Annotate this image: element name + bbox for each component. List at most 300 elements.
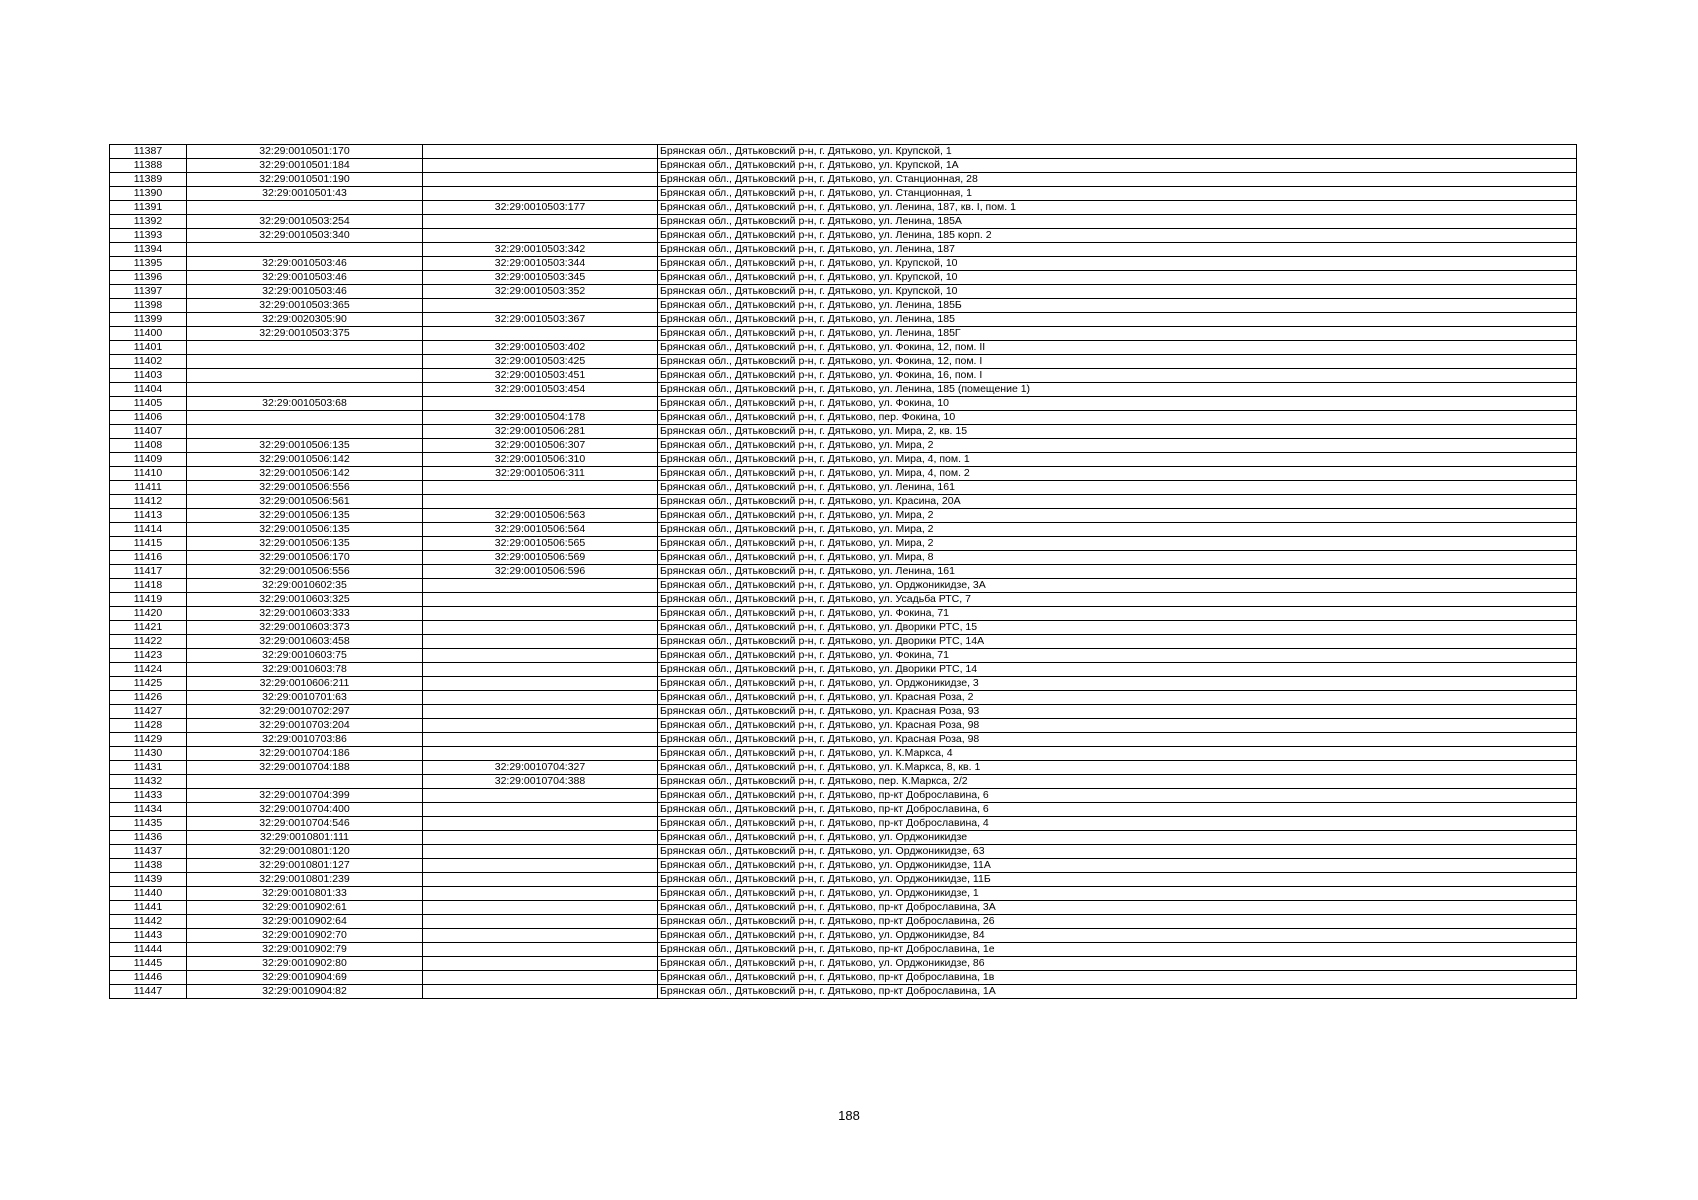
address-cell: Брянская обл., Дятьковский р-н, г. Дятьково, ул. Дворики РТС, 15: [658, 621, 1577, 635]
table-row: [110, 957, 1577, 971]
address-cell: Брянская обл., Дятьковский р-н, г. Дятьково, пр-кт Доброславина, 6: [658, 789, 1577, 803]
address-cell: Брянская обл., Дятьковский р-н, г. Дятьково, ул. Орджоникидзе, 86: [658, 957, 1577, 971]
address-cell: Брянская обл., Дятьковский р-н, г. Дятьково, ул. Крупской, 10: [658, 271, 1577, 285]
row-number-cell: 11418: [110, 579, 187, 593]
address-cell: Брянская обл., Дятьковский р-н, г. Дятьково, ул. Ленина, 187: [658, 243, 1577, 257]
row-number-cell: 11390: [110, 187, 187, 201]
address-cell: Брянская обл., Дятьковский р-н, г. Дятьково, пр-кт Доброславина, 26: [658, 915, 1577, 929]
object-cadastral-number-cell: [423, 187, 658, 201]
address-cell: Брянская обл., Дятьковский р-н, г. Дятьково, ул. Орджоникидзе, 3А: [658, 579, 1577, 593]
table-row: [110, 299, 1577, 313]
address-cell: Брянская обл., Дятьковский р-н, г. Дятьково, ул. Ленина, 185А: [658, 215, 1577, 229]
table-row: [110, 215, 1577, 229]
address-cell: Брянская обл., Дятьковский р-н, г. Дятьково, ул. Дворики РТС, 14: [658, 663, 1577, 677]
table-row: [110, 383, 1577, 397]
row-number-cell: 11387: [110, 145, 187, 159]
address-cell: Брянская обл., Дятьковский р-н, г. Дятьково, ул. Красная Роза, 2: [658, 691, 1577, 705]
parcel-cadastral-number-cell: 32:29:0010606:211: [187, 677, 423, 691]
parcel-cadastral-number-cell: 32:29:0010904:82: [187, 985, 423, 999]
object-cadastral-number-cell: [423, 817, 658, 831]
table-row: [110, 537, 1577, 551]
row-number-cell: 11389: [110, 173, 187, 187]
row-number-cell: 11417: [110, 565, 187, 579]
row-number-cell: 11402: [110, 355, 187, 369]
table-row: [110, 831, 1577, 845]
object-cadastral-number-cell: [423, 901, 658, 915]
table-row: [110, 355, 1577, 369]
row-number-cell: 11413: [110, 509, 187, 523]
address-cell: Брянская обл., Дятьковский р-н, г. Дятьково, пр-кт Доброславина, 1А: [658, 985, 1577, 999]
table-row: [110, 705, 1577, 719]
object-cadastral-number-cell: [423, 929, 658, 943]
object-cadastral-number-cell: [423, 733, 658, 747]
table-row: [110, 915, 1577, 929]
table-row: [110, 789, 1577, 803]
row-number-cell: 11394: [110, 243, 187, 257]
object-cadastral-number-cell: [423, 173, 658, 187]
parcel-cadastral-number-cell: 32:29:0010603:373: [187, 621, 423, 635]
parcel-cadastral-number-cell: 32:29:0010701:63: [187, 691, 423, 705]
row-number-cell: 11407: [110, 425, 187, 439]
parcel-cadastral-number-cell: 32:29:0010506:135: [187, 537, 423, 551]
address-cell: Брянская обл., Дятьковский р-н, г. Дятьково, ул. Фокина, 12, пом. II: [658, 341, 1577, 355]
address-cell: Брянская обл., Дятьковский р-н, г. Дятьково, ул. Орджоникидзе, 3: [658, 677, 1577, 691]
parcel-cadastral-number-cell: 32:29:0010501:170: [187, 145, 423, 159]
object-cadastral-number-cell: 32:29:0010504:178: [423, 411, 658, 425]
object-cadastral-number-cell: 32:29:0010506:307: [423, 439, 658, 453]
row-number-cell: 11435: [110, 817, 187, 831]
object-cadastral-number-cell: 32:29:0010506:596: [423, 565, 658, 579]
row-number-cell: 11393: [110, 229, 187, 243]
table-row: [110, 439, 1577, 453]
object-cadastral-number-cell: 32:29:0010503:352: [423, 285, 658, 299]
row-number-cell: 11397: [110, 285, 187, 299]
parcel-cadastral-number-cell: 32:29:0010501:184: [187, 159, 423, 173]
address-cell: Брянская обл., Дятьковский р-н, г. Дятьково, ул. Мира, 2, кв. 15: [658, 425, 1577, 439]
object-cadastral-number-cell: [423, 299, 658, 313]
address-cell: Брянская обл., Дятьковский р-н, г. Дятьково, ул. Мира, 8: [658, 551, 1577, 565]
row-number-cell: 11425: [110, 677, 187, 691]
address-cell: Брянская обл., Дятьковский р-н, г. Дятьково, ул. Крупской, 10: [658, 285, 1577, 299]
object-cadastral-number-cell: 32:29:0010506:310: [423, 453, 658, 467]
address-cell: Брянская обл., Дятьковский р-н, г. Дятьково, ул. Орджоникидзе, 11А: [658, 859, 1577, 873]
parcel-cadastral-number-cell: 32:29:0010506:556: [187, 481, 423, 495]
object-cadastral-number-cell: [423, 789, 658, 803]
row-number-cell: 11411: [110, 481, 187, 495]
table-row: [110, 551, 1577, 565]
table-row: [110, 565, 1577, 579]
parcel-cadastral-number-cell: 32:29:0010503:375: [187, 327, 423, 341]
object-cadastral-number-cell: [423, 229, 658, 243]
parcel-cadastral-number-cell: [187, 775, 423, 789]
row-number-cell: 11404: [110, 383, 187, 397]
row-number-cell: 11437: [110, 845, 187, 859]
table-row: [110, 677, 1577, 691]
parcel-cadastral-number-cell: 32:29:0010702:297: [187, 705, 423, 719]
table-row: [110, 257, 1577, 271]
object-cadastral-number-cell: [423, 481, 658, 495]
parcel-cadastral-number-cell: 32:29:0010501:190: [187, 173, 423, 187]
table-row: [110, 803, 1577, 817]
row-number-cell: 11399: [110, 313, 187, 327]
row-number-cell: 11396: [110, 271, 187, 285]
address-cell: Брянская обл., Дятьковский р-н, г. Дятьково, ул. Ленина, 161: [658, 565, 1577, 579]
address-cell: Брянская обл., Дятьковский р-н, г. Дятьково, ул. Орджоникидзе: [658, 831, 1577, 845]
table-row: [110, 887, 1577, 901]
parcel-cadastral-number-cell: 32:29:0010503:46: [187, 285, 423, 299]
parcel-cadastral-number-cell: 32:29:0010602:35: [187, 579, 423, 593]
table-row: [110, 425, 1577, 439]
table-row: [110, 691, 1577, 705]
object-cadastral-number-cell: 32:29:0010506:569: [423, 551, 658, 565]
object-cadastral-number-cell: [423, 159, 658, 173]
table-row: [110, 579, 1577, 593]
row-number-cell: 11443: [110, 929, 187, 943]
table-row: [110, 859, 1577, 873]
parcel-cadastral-number-cell: [187, 425, 423, 439]
object-cadastral-number-cell: 32:29:0010503:345: [423, 271, 658, 285]
row-number-cell: 11398: [110, 299, 187, 313]
row-number-cell: 11440: [110, 887, 187, 901]
parcel-cadastral-number-cell: 32:29:0010703:204: [187, 719, 423, 733]
parcel-cadastral-number-cell: 32:29:0010704:546: [187, 817, 423, 831]
object-cadastral-number-cell: [423, 663, 658, 677]
parcel-cadastral-number-cell: 32:29:0010801:33: [187, 887, 423, 901]
row-number-cell: 11391: [110, 201, 187, 215]
object-cadastral-number-cell: [423, 705, 658, 719]
registry-table: [109, 144, 1577, 999]
address-cell: Брянская обл., Дятьковский р-н, г. Дятьково, пер. Фокина, 10: [658, 411, 1577, 425]
object-cadastral-number-cell: 32:29:0010506:281: [423, 425, 658, 439]
parcel-cadastral-number-cell: 32:29:0010902:80: [187, 957, 423, 971]
parcel-cadastral-number-cell: 32:29:0010603:75: [187, 649, 423, 663]
row-number-cell: 11447: [110, 985, 187, 999]
object-cadastral-number-cell: 32:29:0010503:425: [423, 355, 658, 369]
address-cell: Брянская обл., Дятьковский р-н, г. Дятьково, ул. Ленина, 185: [658, 313, 1577, 327]
address-cell: Брянская обл., Дятьковский р-н, г. Дятьково, ул. Мира, 4, пом. 1: [658, 453, 1577, 467]
parcel-cadastral-number-cell: 32:29:0010503:365: [187, 299, 423, 313]
object-cadastral-number-cell: 32:29:0010503:454: [423, 383, 658, 397]
parcel-cadastral-number-cell: 32:29:0010506:142: [187, 467, 423, 481]
object-cadastral-number-cell: 32:29:0010506:564: [423, 523, 658, 537]
row-number-cell: 11432: [110, 775, 187, 789]
table-row: [110, 187, 1577, 201]
object-cadastral-number-cell: [423, 397, 658, 411]
object-cadastral-number-cell: 32:29:0010503:451: [423, 369, 658, 383]
object-cadastral-number-cell: [423, 859, 658, 873]
row-number-cell: 11430: [110, 747, 187, 761]
parcel-cadastral-number-cell: 32:29:0010506:135: [187, 509, 423, 523]
parcel-cadastral-number-cell: 32:29:0010902:79: [187, 943, 423, 957]
parcel-cadastral-number-cell: 32:29:0010506:561: [187, 495, 423, 509]
address-cell: Брянская обл., Дятьковский р-н, г. Дятьково, ул. Красина, 20А: [658, 495, 1577, 509]
object-cadastral-number-cell: [423, 915, 658, 929]
object-cadastral-number-cell: [423, 691, 658, 705]
table-row: [110, 649, 1577, 663]
table-row: [110, 341, 1577, 355]
parcel-cadastral-number-cell: 32:29:0010902:64: [187, 915, 423, 929]
address-cell: Брянская обл., Дятьковский р-н, г. Дятьково, пр-кт Доброславина, 4: [658, 817, 1577, 831]
parcel-cadastral-number-cell: [187, 341, 423, 355]
object-cadastral-number-cell: 32:29:0010503:367: [423, 313, 658, 327]
table-row: [110, 621, 1577, 635]
row-number-cell: 11422: [110, 635, 187, 649]
table-row: [110, 243, 1577, 257]
table-row: [110, 271, 1577, 285]
address-cell: Брянская обл., Дятьковский р-н, г. Дятьково, ул. Мира, 2: [658, 439, 1577, 453]
table-row: [110, 201, 1577, 215]
table-row: [110, 817, 1577, 831]
address-cell: Брянская обл., Дятьковский р-н, г. Дятьково, ул. Крупской, 10: [658, 257, 1577, 271]
row-number-cell: 11392: [110, 215, 187, 229]
object-cadastral-number-cell: [423, 635, 658, 649]
object-cadastral-number-cell: 32:29:0010506:565: [423, 537, 658, 551]
address-cell: Брянская обл., Дятьковский р-н, г. Дятьково, ул. Мира, 2: [658, 509, 1577, 523]
row-number-cell: 11408: [110, 439, 187, 453]
row-number-cell: 11415: [110, 537, 187, 551]
row-number-cell: 11400: [110, 327, 187, 341]
table-row: [110, 733, 1577, 747]
row-number-cell: 11416: [110, 551, 187, 565]
object-cadastral-number-cell: [423, 579, 658, 593]
object-cadastral-number-cell: [423, 607, 658, 621]
table-row: [110, 411, 1577, 425]
table-row: [110, 159, 1577, 173]
row-number-cell: 11410: [110, 467, 187, 481]
table-row: [110, 663, 1577, 677]
parcel-cadastral-number-cell: 32:29:0010506:135: [187, 439, 423, 453]
table-row: [110, 929, 1577, 943]
parcel-cadastral-number-cell: 32:29:0020305:90: [187, 313, 423, 327]
row-number-cell: 11395: [110, 257, 187, 271]
object-cadastral-number-cell: 32:29:0010704:388: [423, 775, 658, 789]
parcel-cadastral-number-cell: 32:29:0010801:120: [187, 845, 423, 859]
parcel-cadastral-number-cell: 32:29:0010902:61: [187, 901, 423, 915]
parcel-cadastral-number-cell: 32:29:0010704:399: [187, 789, 423, 803]
object-cadastral-number-cell: [423, 971, 658, 985]
registry-table-body: [110, 145, 1577, 999]
table-row: [110, 523, 1577, 537]
table-row: [110, 145, 1577, 159]
table-row: [110, 635, 1577, 649]
parcel-cadastral-number-cell: 32:29:0010902:70: [187, 929, 423, 943]
address-cell: Брянская обл., Дятьковский р-н, г. Дятьково, ул. Дворики РТС, 14А: [658, 635, 1577, 649]
parcel-cadastral-number-cell: 32:29:0010703:86: [187, 733, 423, 747]
row-number-cell: 11429: [110, 733, 187, 747]
address-cell: Брянская обл., Дятьковский р-н, г. Дятьково, ул. Красная Роза, 93: [658, 705, 1577, 719]
row-number-cell: 11414: [110, 523, 187, 537]
object-cadastral-number-cell: 32:29:0010503:342: [423, 243, 658, 257]
parcel-cadastral-number-cell: 32:29:0010603:458: [187, 635, 423, 649]
row-number-cell: 11424: [110, 663, 187, 677]
address-cell: Брянская обл., Дятьковский р-н, г. Дятьково, ул. Станционная, 28: [658, 173, 1577, 187]
object-cadastral-number-cell: [423, 649, 658, 663]
address-cell: Брянская обл., Дятьковский р-н, г. Дятьково, ул. Орджоникидзе, 84: [658, 929, 1577, 943]
parcel-cadastral-number-cell: 32:29:0010704:400: [187, 803, 423, 817]
address-cell: Брянская обл., Дятьковский р-н, г. Дятьково, ул. Фокина, 10: [658, 397, 1577, 411]
table-row: [110, 481, 1577, 495]
object-cadastral-number-cell: [423, 215, 658, 229]
address-cell: Брянская обл., Дятьковский р-н, г. Дятьково, пр-кт Доброславина, 1в: [658, 971, 1577, 985]
address-cell: Брянская обл., Дятьковский р-н, г. Дятьково, ул. Мира, 2: [658, 537, 1577, 551]
address-cell: Брянская обл., Дятьковский р-н, г. Дятьково, ул. Ленина, 185Г: [658, 327, 1577, 341]
object-cadastral-number-cell: 32:29:0010503:177: [423, 201, 658, 215]
object-cadastral-number-cell: 32:29:0010503:402: [423, 341, 658, 355]
address-cell: Брянская обл., Дятьковский р-н, г. Дятьково, ул. Фокина, 71: [658, 607, 1577, 621]
object-cadastral-number-cell: [423, 719, 658, 733]
table-row: [110, 943, 1577, 957]
page-number: 188: [838, 1108, 860, 1123]
row-number-cell: 11426: [110, 691, 187, 705]
object-cadastral-number-cell: 32:29:0010506:311: [423, 467, 658, 481]
row-number-cell: 11423: [110, 649, 187, 663]
table-row: [110, 607, 1577, 621]
parcel-cadastral-number-cell: 32:29:0010603:78: [187, 663, 423, 677]
row-number-cell: 11445: [110, 957, 187, 971]
row-number-cell: 11433: [110, 789, 187, 803]
table-row: [110, 173, 1577, 187]
row-number-cell: 11444: [110, 943, 187, 957]
row-number-cell: 11446: [110, 971, 187, 985]
table-row: [110, 593, 1577, 607]
parcel-cadastral-number-cell: 32:29:0010801:111: [187, 831, 423, 845]
address-cell: Брянская обл., Дятьковский р-н, г. Дятьково, ул. К.Маркса, 4: [658, 747, 1577, 761]
object-cadastral-number-cell: [423, 677, 658, 691]
parcel-cadastral-number-cell: 32:29:0010801:127: [187, 859, 423, 873]
table-row: [110, 453, 1577, 467]
row-number-cell: 11405: [110, 397, 187, 411]
table-row: [110, 397, 1577, 411]
parcel-cadastral-number-cell: [187, 243, 423, 257]
row-number-cell: 11412: [110, 495, 187, 509]
object-cadastral-number-cell: [423, 943, 658, 957]
object-cadastral-number-cell: [423, 621, 658, 635]
object-cadastral-number-cell: [423, 495, 658, 509]
row-number-cell: 11438: [110, 859, 187, 873]
row-number-cell: 11403: [110, 369, 187, 383]
table-row: [110, 761, 1577, 775]
address-cell: Брянская обл., Дятьковский р-н, г. Дятьково, пр-кт Доброславина, 3А: [658, 901, 1577, 915]
table-row: [110, 313, 1577, 327]
address-cell: Брянская обл., Дятьковский р-н, г. Дятьково, ул. Ленина, 185Б: [658, 299, 1577, 313]
parcel-cadastral-number-cell: 32:29:0010704:188: [187, 761, 423, 775]
object-cadastral-number-cell: [423, 873, 658, 887]
address-cell: Брянская обл., Дятьковский р-н, г. Дятьково, ул. Ленина, 161: [658, 481, 1577, 495]
table-row: [110, 369, 1577, 383]
row-number-cell: 11388: [110, 159, 187, 173]
table-row: [110, 285, 1577, 299]
address-cell: Брянская обл., Дятьковский р-н, г. Дятьково, ул. Фокина, 12, пом. I: [658, 355, 1577, 369]
object-cadastral-number-cell: [423, 957, 658, 971]
table-row: [110, 719, 1577, 733]
row-number-cell: 11441: [110, 901, 187, 915]
address-cell: Брянская обл., Дятьковский р-н, г. Дятьково, ул. Ленина, 185 корп. 2: [658, 229, 1577, 243]
address-cell: Брянская обл., Дятьковский р-н, г. Дятьково, ул. Фокина, 16, пом. I: [658, 369, 1577, 383]
parcel-cadastral-number-cell: [187, 411, 423, 425]
parcel-cadastral-number-cell: 32:29:0010904:69: [187, 971, 423, 985]
parcel-cadastral-number-cell: 32:29:0010506:135: [187, 523, 423, 537]
table-row: [110, 775, 1577, 789]
table-row: [110, 901, 1577, 915]
object-cadastral-number-cell: 32:29:0010503:344: [423, 257, 658, 271]
object-cadastral-number-cell: [423, 887, 658, 901]
row-number-cell: 11439: [110, 873, 187, 887]
row-number-cell: 11428: [110, 719, 187, 733]
address-cell: Брянская обл., Дятьковский р-н, г. Дятьково, ул. Ленина, 185 (помещение 1): [658, 383, 1577, 397]
row-number-cell: 11434: [110, 803, 187, 817]
address-cell: Брянская обл., Дятьковский р-н, г. Дятьково, ул. Красная Роза, 98: [658, 719, 1577, 733]
address-cell: Брянская обл., Дятьковский р-н, г. Дятьково, ул. Ленина, 187, кв. I, пом. 1: [658, 201, 1577, 215]
object-cadastral-number-cell: [423, 845, 658, 859]
object-cadastral-number-cell: [423, 145, 658, 159]
table-row: [110, 229, 1577, 243]
object-cadastral-number-cell: [423, 593, 658, 607]
parcel-cadastral-number-cell: 32:29:0010801:239: [187, 873, 423, 887]
row-number-cell: 11419: [110, 593, 187, 607]
address-cell: Брянская обл., Дятьковский р-н, г. Дятьково, ул. Станционная, 1: [658, 187, 1577, 201]
parcel-cadastral-number-cell: 32:29:0010506:142: [187, 453, 423, 467]
table-row: [110, 495, 1577, 509]
parcel-cadastral-number-cell: [187, 383, 423, 397]
address-cell: Брянская обл., Дятьковский р-н, г. Дятьково, ул. Орджоникидзе, 11Б: [658, 873, 1577, 887]
address-cell: Брянская обл., Дятьковский р-н, г. Дятьково, ул. Красная Роза, 98: [658, 733, 1577, 747]
row-number-cell: 11442: [110, 915, 187, 929]
table-row: [110, 971, 1577, 985]
parcel-cadastral-number-cell: [187, 201, 423, 215]
parcel-cadastral-number-cell: 32:29:0010503:46: [187, 271, 423, 285]
table-row: [110, 985, 1577, 999]
parcel-cadastral-number-cell: 32:29:0010704:186: [187, 747, 423, 761]
address-cell: Брянская обл., Дятьковский р-н, г. Дятьково, ул. Крупской, 1А: [658, 159, 1577, 173]
object-cadastral-number-cell: [423, 747, 658, 761]
row-number-cell: 11436: [110, 831, 187, 845]
parcel-cadastral-number-cell: 32:29:0010603:325: [187, 593, 423, 607]
parcel-cadastral-number-cell: 32:29:0010506:556: [187, 565, 423, 579]
parcel-cadastral-number-cell: 32:29:0010501:43: [187, 187, 423, 201]
parcel-cadastral-number-cell: 32:29:0010503:68: [187, 397, 423, 411]
address-cell: Брянская обл., Дятьковский р-н, г. Дятьково, ул. Фокина, 71: [658, 649, 1577, 663]
table-row: [110, 873, 1577, 887]
parcel-cadastral-number-cell: 32:29:0010503:46: [187, 257, 423, 271]
parcel-cadastral-number-cell: [187, 355, 423, 369]
object-cadastral-number-cell: [423, 803, 658, 817]
address-cell: Брянская обл., Дятьковский р-н, г. Дятьково, ул. К.Маркса, 8, кв. 1: [658, 761, 1577, 775]
parcel-cadastral-number-cell: 32:29:0010503:340: [187, 229, 423, 243]
object-cadastral-number-cell: 32:29:0010704:327: [423, 761, 658, 775]
row-number-cell: 11406: [110, 411, 187, 425]
table-row: [110, 747, 1577, 761]
table-row: [110, 845, 1577, 859]
address-cell: Брянская обл., Дятьковский р-н, г. Дятьково, пр-кт Доброславина, 1е: [658, 943, 1577, 957]
row-number-cell: 11420: [110, 607, 187, 621]
address-cell: Брянская обл., Дятьковский р-н, г. Дятьково, пр-кт Доброславина, 6: [658, 803, 1577, 817]
row-number-cell: 11421: [110, 621, 187, 635]
row-number-cell: 11431: [110, 761, 187, 775]
address-cell: Брянская обл., Дятьковский р-н, г. Дятьково, ул. Усадьба РТС, 7: [658, 593, 1577, 607]
parcel-cadastral-number-cell: 32:29:0010603:333: [187, 607, 423, 621]
address-cell: Брянская обл., Дятьковский р-н, г. Дятьково, ул. Крупской, 1: [658, 145, 1577, 159]
parcel-cadastral-number-cell: [187, 369, 423, 383]
row-number-cell: 11427: [110, 705, 187, 719]
row-number-cell: 11401: [110, 341, 187, 355]
object-cadastral-number-cell: [423, 327, 658, 341]
address-cell: Брянская обл., Дятьковский р-н, г. Дятьково, ул. Орджоникидзе, 1: [658, 887, 1577, 901]
address-cell: Брянская обл., Дятьковский р-н, г. Дятьково, ул. Мира, 2: [658, 523, 1577, 537]
object-cadastral-number-cell: [423, 831, 658, 845]
address-cell: Брянская обл., Дятьковский р-н, г. Дятьково, ул. Орджоникидзе, 63: [658, 845, 1577, 859]
parcel-cadastral-number-cell: 32:29:0010506:170: [187, 551, 423, 565]
object-cadastral-number-cell: 32:29:0010506:563: [423, 509, 658, 523]
